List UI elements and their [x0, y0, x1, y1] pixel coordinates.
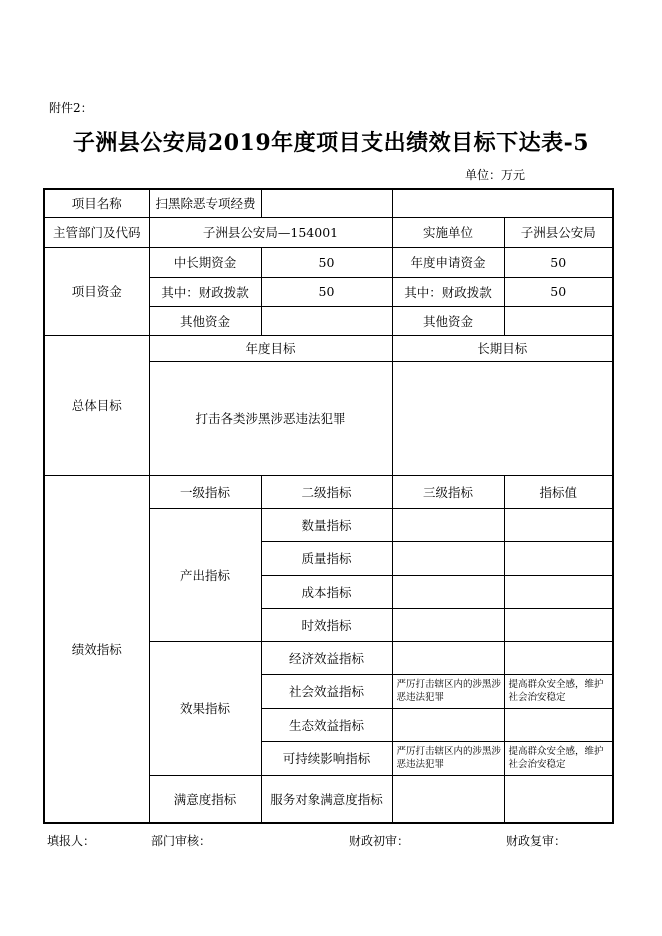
mid-long-label: 中长期资金 [149, 247, 261, 277]
empty-cell [392, 508, 504, 541]
empty-cell [392, 608, 504, 641]
header-level-3: 三级指标 [392, 475, 504, 508]
indicator-value: 提高群众安全感，维护社会治安稳定 [504, 741, 613, 775]
output-item: 时效指标 [261, 608, 392, 641]
empty-cell [504, 575, 613, 608]
effect-item: 可持续影响指标 [261, 741, 392, 775]
indicator-value: 提高群众安全感，维护社会治安稳定 [504, 674, 613, 708]
impl-value: 子洲县公安局 [504, 217, 613, 247]
other-left-value [261, 306, 392, 335]
header-level-1: 一级指标 [149, 475, 261, 508]
dept-review-label: 部门审核： [151, 834, 212, 848]
finance-first-review-label: 财政初审： [349, 834, 410, 848]
header-level-2: 二级指标 [261, 475, 392, 508]
effect-item: 社会效益指标 [261, 674, 392, 708]
output-item: 成本指标 [261, 575, 392, 608]
performance-label: 绩效指标 [44, 475, 149, 823]
impl-label: 实施单位 [392, 217, 504, 247]
third-level-indicator: 严厉打击辖区内的涉黑涉恶违法犯罪 [392, 741, 504, 775]
attachment-label: 附件2： [49, 101, 93, 115]
empty-cell [504, 775, 613, 823]
satisfaction-item: 服务对象满意度指标 [261, 775, 392, 823]
of-which-right-value: 50 [504, 277, 613, 306]
mid-long-value: 50 [261, 247, 392, 277]
page-title: 子洲县公安局2019年度项目支出绩效目标下达表-5 [72, 130, 590, 156]
finance-second-review-label: 财政复审： [506, 834, 567, 848]
output-item: 质量指标 [261, 541, 392, 575]
header-value: 指标值 [504, 475, 613, 508]
filler-label: 填报人： [47, 834, 96, 848]
empty-cell [504, 641, 613, 674]
empty-cell [392, 575, 504, 608]
empty-cell [392, 775, 504, 823]
dept-value: 子洲县公安局—154001 [149, 217, 392, 247]
empty-cell [392, 189, 613, 217]
long-target-text [392, 361, 613, 475]
long-target-header: 长期目标 [392, 335, 613, 361]
of-which-left-value: 50 [261, 277, 392, 306]
project-name-value: 扫黑除恶专项经费 [149, 189, 261, 217]
output-indicator-label: 产出指标 [149, 508, 261, 641]
empty-cell [392, 641, 504, 674]
output-item: 数量指标 [261, 508, 392, 541]
other-right-value [504, 306, 613, 335]
third-level-indicator: 严厉打击辖区内的涉黑涉恶违法犯罪 [392, 674, 504, 708]
annual-target-header: 年度目标 [149, 335, 392, 361]
unit-label: 单位：万元 [465, 168, 526, 182]
effect-item: 经济效益指标 [261, 641, 392, 674]
empty-cell [392, 541, 504, 575]
project-name-label: 项目名称 [44, 189, 149, 217]
empty-cell [504, 708, 613, 741]
funds-label: 项目资金 [44, 247, 149, 335]
other-right-label: 其他资金 [392, 306, 504, 335]
empty-cell [504, 541, 613, 575]
empty-cell [261, 189, 392, 217]
annual-apply-value: 50 [504, 247, 613, 277]
empty-cell [504, 608, 613, 641]
satisfaction-indicator-label: 满意度指标 [149, 775, 261, 823]
empty-cell [392, 708, 504, 741]
performance-target-table [43, 188, 614, 824]
effect-item: 生态效益指标 [261, 708, 392, 741]
effect-indicator-label: 效果指标 [149, 641, 261, 775]
other-left-label: 其他资金 [149, 306, 261, 335]
of-which-left-label: 其中：财政拨款 [149, 277, 261, 306]
overall-target-label: 总体目标 [44, 335, 149, 475]
annual-apply-label: 年度申请资金 [392, 247, 504, 277]
of-which-right-label: 其中：财政拨款 [392, 277, 504, 306]
annual-target-text: 打击各类涉黑涉恶违法犯罪 [149, 361, 392, 475]
dept-label: 主管部门及代码 [44, 217, 149, 247]
empty-cell [504, 508, 613, 541]
